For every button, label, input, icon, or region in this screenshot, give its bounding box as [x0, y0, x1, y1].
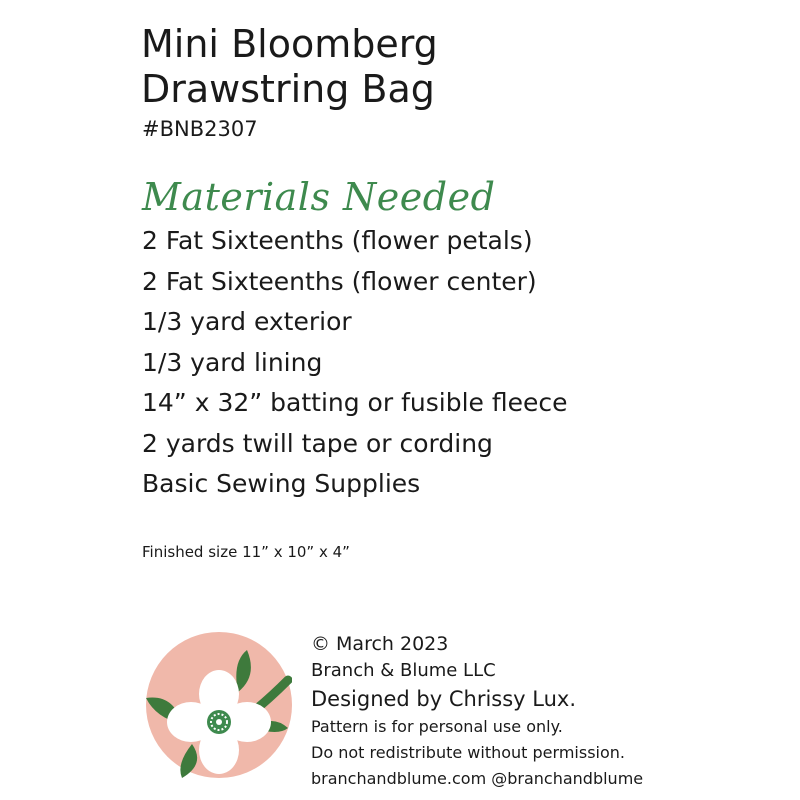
website-social: branchandblume.com @branchandblume	[311, 769, 644, 788]
pattern-title-line-2: Drawstring Bag	[141, 67, 435, 111]
material-item: 1/3 yard lining	[142, 347, 323, 377]
redistribution-note: Do not redistribute without permission.	[311, 743, 625, 762]
pattern-title-line-1: Mini Bloomberg	[141, 22, 438, 66]
pattern-title	[141, 22, 701, 112]
dogwood-flower-icon	[146, 632, 292, 778]
usage-note: Pattern is for personal use only.	[311, 717, 563, 736]
material-item: 2 Fat Sixteenths (flower center)	[142, 266, 537, 296]
material-item: 14” x 32” batting or fusible fleece	[142, 388, 568, 417]
pattern-number: #BNB2307	[142, 117, 258, 141]
designer-credit: Designed by Chrissy Lux.	[311, 687, 577, 711]
material-item: 2 yards twill tape or cording	[142, 428, 493, 458]
material-item: 1/3 yard exterior	[142, 307, 352, 336]
materials-heading: Materials Needed	[142, 175, 496, 219]
material-item: 2 Fat Sixteenths (flower petals)	[142, 226, 533, 255]
company-name: Branch & Blume LLC	[311, 660, 496, 681]
material-item: Basic Sewing Supplies	[142, 469, 421, 498]
finished-size: Finished size 11” x 10” x 4”	[142, 543, 350, 561]
materials-list	[142, 221, 567, 505]
copyright: © March 2023	[311, 633, 449, 655]
footer-info	[311, 631, 643, 792]
